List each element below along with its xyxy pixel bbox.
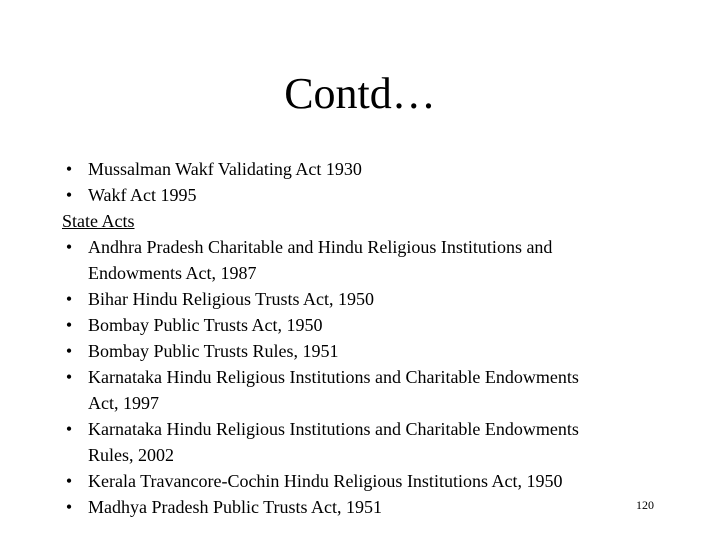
list-item-text-continued: Endowments Act, 1987 xyxy=(88,263,257,283)
bullet-icon: • xyxy=(65,159,73,179)
bullet-icon: • xyxy=(65,471,73,491)
page-number: 120 xyxy=(636,498,654,512)
bullet-icon: • xyxy=(65,367,73,387)
list-item-text: Bombay Public Trusts Act, 1950 xyxy=(88,315,323,335)
bullet-icon: • xyxy=(65,315,73,335)
bullet-icon: • xyxy=(65,185,73,205)
slide-title: Contd… xyxy=(284,69,436,118)
list-item xyxy=(62,416,662,468)
list-item xyxy=(62,234,662,286)
list-item-text-continued: Rules, 2002 xyxy=(88,445,175,465)
list-item-text: Bombay Public Trusts Rules, 1951 xyxy=(88,341,339,361)
list-item-text: Andhra Pradesh Charitable and Hindu Religious Institutions and xyxy=(88,237,553,257)
list-item xyxy=(62,494,662,520)
list-item xyxy=(62,286,662,312)
list-item-text: Wakf Act 1995 xyxy=(88,185,197,205)
list-item-text: Bihar Hindu Religious Trusts Act, 1950 xyxy=(88,289,375,309)
bullet-icon: • xyxy=(65,497,73,517)
bullet-icon: • xyxy=(65,289,73,309)
list-item-text: Madhya Pradesh Public Trusts Act, 1951 xyxy=(88,497,383,517)
list-item xyxy=(62,182,662,208)
list-item xyxy=(62,312,662,338)
list-item-text: Karnataka Hindu Religious Institutions and Charitable Endowments xyxy=(88,367,579,387)
list-item-text: Karnataka Hindu Religious Institutions and Charitable Endowments xyxy=(88,419,579,439)
bullet-icon: • xyxy=(65,237,73,257)
bullet-icon: • xyxy=(65,341,73,361)
list-item-text: Kerala Travancore-Cochin Hindu Religious Institutions Act, 1950 xyxy=(88,471,563,491)
list-item xyxy=(62,156,662,182)
section-heading-state-acts: State Acts xyxy=(62,211,135,231)
list-item xyxy=(62,338,662,364)
list-item xyxy=(62,364,662,416)
slide-content xyxy=(62,156,662,520)
list-item-text: Mussalman Wakf Validating Act 1930 xyxy=(88,159,362,179)
bullet-icon: • xyxy=(65,419,73,439)
list-item xyxy=(62,468,662,494)
list-item-text-continued: Act, 1997 xyxy=(88,393,159,413)
